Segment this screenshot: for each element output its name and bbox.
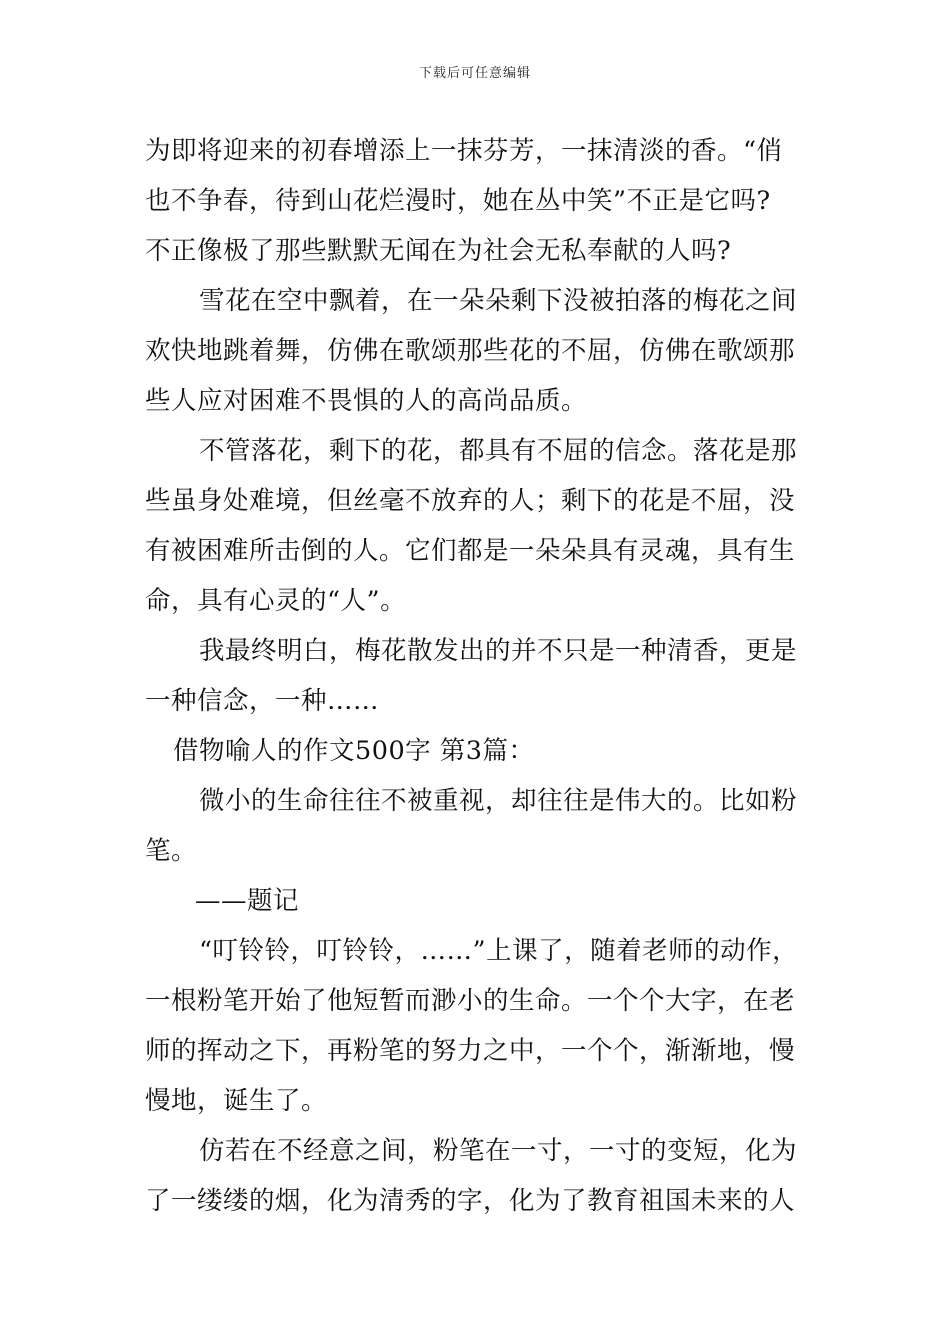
text-line: 些虽身处难境，但丝毫不放弃的人；剩下的花是不屈，没 xyxy=(145,486,796,516)
text-line: 欢快地跳着舞，仿佛在歌颂那些花的不屈，仿佛在歌颂那 xyxy=(145,336,796,366)
text-line: 一种信念，一种…… xyxy=(145,686,380,716)
text-line: 有被困难所击倒的人。它们都是一朵朵具有灵魂，具有生 xyxy=(145,536,796,566)
document-body xyxy=(145,126,810,1226)
text-line: 了一缕缕的烟，化为清秀的字，化为了教育祖国未来的人 xyxy=(145,1186,796,1216)
paragraph-start-line: 不管落花，剩下的花，都具有不屈的信念。落花是那 xyxy=(199,436,798,466)
paragraph-start-line: 雪花在空中飘着，在一朵朵剩下没被拍落的梅花之间 xyxy=(199,286,798,316)
text-line: 不正像极了那些默默无闻在为社会无私奉献的人吗? xyxy=(145,236,732,266)
epigraph-attribution: ——题记 xyxy=(195,886,300,916)
paragraph-start-line: “叮铃铃，叮铃铃，……”上课了，随着老师的动作， xyxy=(199,936,799,966)
page-header: 下载后可任意编辑 xyxy=(418,66,531,81)
paragraph-start-line: 我最终明白，梅花散发出的并不只是一种清香，更是 xyxy=(199,636,798,666)
text-line: 慢地，诞生了。 xyxy=(145,1086,328,1116)
section-heading: 借物喻人的作文500字 第3篇： xyxy=(173,736,535,766)
text-line: 笔。 xyxy=(145,836,198,866)
paragraph-start-line: 微小的生命往往不被重视，却往往是伟大的。比如粉 xyxy=(199,786,798,816)
text-line: 些人应对困难不畏惧的人的高尚品质。 xyxy=(145,386,588,416)
text-line: 师的挥动之下，再粉笔的努力之中，一个个，渐渐地，慢 xyxy=(145,1036,796,1066)
text-line: 命，具有心灵的“人”。 xyxy=(145,586,407,616)
text-line: 也不争春，待到山花烂漫时，她在丛中笑”不正是它吗? xyxy=(145,186,771,216)
paragraph-start-line: 仿若在不经意之间，粉笔在一寸，一寸的变短，化为 xyxy=(199,1136,798,1166)
text-line: 一根粉笔开始了他短暂而渺小的生命。一个个大字，在老 xyxy=(145,986,796,1016)
text-line: 为即将迎来的初春增添上一抹芬芳，一抹清淡的香。“俏 xyxy=(145,136,783,166)
